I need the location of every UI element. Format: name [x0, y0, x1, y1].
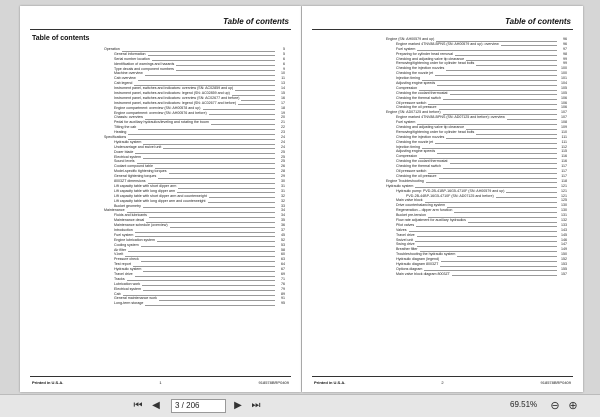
toc-entry-title: Fuel system — [114, 232, 134, 237]
toc-entry-title: Instrument panel, switches and indicators: overview (SN: AC02677 and before) — [114, 95, 240, 100]
toc-entry-title: Injection timing — [396, 76, 420, 81]
toc-entry-page: 79 — [281, 286, 285, 291]
toc-entry-page: 9 — [283, 66, 285, 71]
page-number-input[interactable]: 3 / 206 — [171, 399, 226, 413]
toc-entry-title: Engine (SN: AH00579 and up) — [386, 37, 435, 41]
toc-entry-title: General information — [114, 51, 146, 56]
toc-entry-page: 111 — [561, 134, 567, 139]
footer-doc-code: 918578BRP0409 — [258, 380, 289, 385]
toc-entry-title: Checking the nozzle jet — [396, 71, 434, 76]
toc-entry-page: 133 — [561, 222, 567, 227]
toc-entry-page: 60 — [281, 252, 285, 257]
toc-entry-page: 109 — [561, 125, 567, 130]
toc-entry-page: 53 — [281, 242, 285, 247]
toc-entry-page: 117 — [561, 164, 567, 169]
toc-entry-title: Checking the coolant thermostat — [396, 90, 448, 95]
toc-entry-page: 64 — [281, 262, 285, 267]
toc-entry-title: Instrument panel, switches and indicators: legend (SN: AC02859 and up) — [114, 91, 230, 96]
toc-entry-title: Checking the nozzle jet — [396, 139, 434, 144]
toc-entry-title: Engine compartment: overview (SN: AH00576 and before) — [114, 110, 207, 115]
toc-entry-title: V-belt — [114, 252, 124, 257]
toc-entry-page: 104 — [561, 81, 567, 86]
footer-rule — [30, 376, 291, 377]
toc-entry-title: Preparing for cylinder head removal — [396, 51, 453, 56]
toc-entry-title: General maintenance work — [114, 296, 157, 301]
toc-entry-page: 10 — [281, 71, 285, 76]
toc-entry-title: Checking the oil pressure — [396, 173, 437, 178]
toc-entry-title: Hydraulic system — [386, 183, 414, 188]
toc-entry-title: Compression — [396, 85, 418, 90]
toc-entry-title: General tightening torques — [114, 174, 157, 179]
toc-entry-page: 130 — [561, 203, 567, 208]
toc-entry-title: Travel drive — [114, 271, 133, 276]
toc-entry-title: Specifications — [104, 135, 127, 140]
toc-entry-title: Lubrication work — [114, 281, 141, 286]
toc-entry-title: Instrument panel, switches and indicators: overview (SN: AC02859 and up) — [114, 86, 234, 91]
toc-entry-page: 5 — [283, 47, 285, 51]
toc-entry-title: Lift capacity table with short dipper arm — [114, 183, 177, 188]
toc-entry-title: Operation — [104, 47, 120, 51]
toc-entry-title: Identification of warnings and hazards — [114, 61, 175, 66]
toc-entry-title: Hydraulic system — [114, 139, 142, 144]
zoom-out-icon[interactable]: ⊖ — [550, 400, 560, 412]
toc-entry-title: Instrument panel, switches and indicators: legend (SN: AC02677 and before) — [114, 100, 237, 105]
toc-entry-page: 20 — [281, 115, 285, 120]
toc-entry-title: Valves — [396, 227, 407, 232]
toc-entry-page: 89 — [281, 291, 285, 296]
toc-entry-title: Lift capacity table with short dipper arm and counterweight — [114, 193, 207, 198]
header-rule — [30, 29, 291, 30]
toc-entry-title: Pedal for auxiliary hydraulics/leveling and rotating the boom — [114, 120, 209, 125]
toc-entry-title: Checking the thermal switch — [396, 164, 441, 169]
toc-entry-page: 35 — [281, 218, 285, 223]
toc-entry-page: 100 — [561, 71, 567, 76]
toc-entry-title: Checking the injection nozzles — [396, 134, 445, 139]
viewer-toolbar — [0, 394, 600, 417]
toc-entry-page: 76 — [281, 281, 285, 286]
first-page-icon[interactable]: ⏮ — [133, 400, 143, 411]
toc-entry-title: Cab legend — [114, 81, 133, 86]
toc-entry-title: Tilting the cab — [114, 125, 137, 130]
toc-entry-page: 99 — [563, 56, 567, 61]
toc-entry-page: 24 — [281, 144, 285, 149]
toc-entry-page: 32 — [281, 198, 285, 203]
footer-page-number: 1 — [159, 380, 162, 385]
toc-entry-title: Electrical system — [114, 154, 141, 159]
toc-list — [20, 47, 301, 306]
footer-rule — [312, 376, 573, 377]
toc-entry-page: 149 — [561, 247, 567, 252]
previous-page-icon[interactable]: ◀ — [152, 400, 160, 411]
toc-entry-page: 45 — [281, 232, 285, 237]
toc-entry-title: Checking and adjusting valve tip clearance — [396, 125, 465, 130]
toc-entry-title: Fluids and lubricants — [114, 213, 147, 218]
toc-entry-page: 34 — [281, 213, 285, 218]
last-page-icon[interactable]: ⏭ — [251, 400, 261, 411]
toc-entry-page: 108 — [561, 120, 567, 125]
toc-entry-title: Maintenance decal — [114, 218, 145, 223]
toc-entry-page: 91 — [281, 296, 285, 301]
toc-entry-title: Bucket pre-tension — [396, 213, 426, 218]
toc-entry-title: Injection timing — [396, 144, 420, 149]
toc-entry-title: Breather filter — [396, 247, 418, 252]
toc-entry-title: Main valve block diagram 8003ZT — [396, 271, 450, 276]
toc-entry-page: 112 — [561, 144, 567, 149]
toc-entry-page: 31 — [281, 183, 285, 188]
toc-entry-page: 98 — [563, 51, 567, 56]
toc-entry-page: 11 — [281, 76, 285, 81]
toc-entry-title: Hydraulic diagram 8003ZT — [396, 261, 439, 266]
toc-entry-title: Adjusting engine speeds — [396, 81, 436, 86]
toc-entry-title: Checking the coolant thermostat — [396, 159, 448, 164]
toc-leader-line — [145, 305, 275, 306]
toc-entry-title: Cab overview — [114, 76, 136, 81]
toc-entry-title: Checking the injection nozzles — [396, 66, 445, 71]
toc-entry[interactable] — [302, 272, 583, 277]
toc-entry[interactable] — [20, 301, 301, 306]
toc-entry-page: 106 — [561, 95, 567, 100]
toc-entry-page: 146 — [561, 237, 567, 242]
toc-entry-page: 96 — [563, 41, 567, 46]
toc-entry-title: Model-specific tightening torques — [114, 169, 167, 174]
toc-entry-page: 67 — [281, 267, 285, 272]
toc-entry-title: Introduction — [114, 227, 133, 232]
toc-entry-title: Air filter — [114, 247, 127, 252]
toc-entry-title: Oil pressure switch — [396, 169, 427, 174]
footer-printed: Printed in U.S.A. — [32, 380, 64, 385]
toc-entry-title: Machine overview — [114, 71, 143, 76]
toc-entry-title: Engine marked 4TNV88-BPNS (SN: AH00579 and up): overview — [396, 41, 499, 46]
toc-entry-page: 116 — [561, 154, 567, 159]
toc-entry-page: 145 — [561, 232, 567, 237]
toc-entry-title: Coolant compound table — [114, 164, 153, 169]
toc-entry-title: Removing/tightening order for cylinder head bolts — [396, 129, 475, 134]
toc-entry-title: Hydraulic diagram (legend) — [396, 257, 440, 262]
header-rule — [312, 29, 573, 30]
toc-entry-page: 150 — [561, 252, 567, 257]
toc-entry-page: 157 — [561, 271, 567, 276]
toc-entry-title: Pilot valves — [396, 222, 415, 227]
toc-entry-page: 107 — [561, 110, 567, 115]
toc-entry-page: 52 — [281, 237, 285, 242]
toc-entry-page: 155 — [561, 266, 567, 271]
toc-entry-title: Drive counterbalancing system — [396, 203, 446, 208]
toc-entry-page: 96 — [563, 37, 567, 41]
toc-entry-page: 111 — [561, 139, 567, 144]
toc-list — [302, 37, 583, 277]
toc-entry-page: 115 — [561, 149, 567, 154]
toc-entry-title: Engine lubrication system — [114, 237, 155, 242]
toc-entry-page: 25 — [281, 149, 285, 154]
toc-entry-page: 24 — [281, 135, 285, 140]
toc-entry-title: Oil pressure switch — [396, 100, 427, 105]
toc-entry-title: Bucket geometry — [114, 203, 141, 208]
toc-entry-page: 110 — [561, 129, 567, 134]
zoom-in-icon[interactable]: ⊕ — [568, 400, 578, 412]
toc-entry-title: Hydraulic system — [114, 267, 142, 272]
toc-entry-title: Pressure check — [114, 257, 139, 262]
toc-entry-title: Type decals and component numbers — [114, 66, 174, 71]
toc-entry-page: 63 — [281, 257, 285, 262]
next-page-icon[interactable]: ▶ — [234, 400, 242, 411]
toc-entry-page: 125 — [561, 198, 567, 203]
footer-printed: Printed in U.S.A. — [314, 380, 346, 385]
toc-entry-title: Maintenance — [104, 208, 125, 213]
toc-entry-title: Maintenance schedule (overview) — [114, 223, 168, 228]
toc-entry-page: 26 — [281, 164, 285, 169]
toc-entry-page: 23 — [281, 130, 285, 135]
toc-entry-title: Engine (SN: AD07125 and before) — [386, 110, 441, 115]
toc-entry-page: 34 — [281, 208, 285, 213]
toc-entry-page: 117 — [561, 169, 567, 174]
toc-entry-page: 105 — [561, 85, 567, 90]
toc-entry-page: 25 — [281, 154, 285, 159]
toc-entry-title: Options diagram — [396, 266, 423, 271]
toc-entry-page: 105 — [561, 90, 567, 95]
toc-entry-title: Main valve block — [396, 198, 423, 203]
toc-entry-page: 15 — [281, 91, 285, 96]
toc-entry-page: 121 — [561, 188, 567, 193]
toc-entry-title: Fuel system — [396, 120, 416, 125]
toc-leader-line — [452, 275, 557, 276]
toc-entry-title: Undercarriage and swivel unit — [114, 144, 162, 149]
toc-entry-title: Cab — [114, 291, 121, 296]
toc-entry-page: 99 — [563, 61, 567, 66]
toc-entry-title: Lift capacity table with long dipper arm — [114, 188, 176, 193]
toc-entry-title: Adjusting engine speeds — [396, 149, 436, 154]
toc-entry-page: 71 — [281, 276, 285, 281]
toc-entry-page: 106 — [561, 100, 567, 105]
toc-entry-title: Regeneration – dipper arm function — [396, 208, 453, 213]
toc-entry-page: 14 — [281, 86, 285, 91]
toc-entry-page: 69 — [281, 271, 285, 276]
toc-entry-page: 6 — [283, 56, 285, 61]
toc-entry-page: 33 — [281, 203, 285, 208]
toc-entry-page: 13 — [281, 81, 285, 86]
toc-entry-page: 29 — [281, 174, 285, 179]
toc-entry-page: 152 — [561, 257, 567, 262]
toc-entry-title: Travel drive — [396, 232, 415, 237]
toc-entry-page: 143 — [561, 227, 567, 232]
toc-entry-title: Chassis: overview — [114, 115, 143, 120]
toc-entry-page: 107 — [561, 115, 567, 120]
toc-entry-page: 32 — [281, 193, 285, 198]
toc-heading: Table of contents — [32, 35, 90, 42]
zoom-level[interactable]: 69.51% — [510, 400, 538, 409]
toc-entry-title: Swing drive — [396, 242, 415, 247]
toc-entry-title: Compression — [396, 154, 418, 159]
toc-entry-title: Removing/tightening order for cylinder head bolts — [396, 61, 475, 66]
toc-entry-title: Hydraulic pump: PVD-2B-41BP-16G5-4710F (SN: AH00579 and up) — [396, 188, 505, 193]
toc-entry-page: 121 — [561, 183, 567, 188]
toc-entry-title: Troubleshooting the hydraulic system — [396, 252, 456, 257]
toc-entry-page: 153 — [561, 261, 567, 266]
toc-entry-title: Swivel unit — [396, 237, 414, 242]
footer-doc-code: 918578BRP0409 — [540, 380, 571, 385]
toc-entry-page: 100 — [561, 66, 567, 71]
toc-entry-title: Engine compartment: overview (SN: AH00578 and up) — [114, 105, 201, 110]
toc-entry-title: Serial number location — [114, 56, 150, 61]
toc-entry-title: Lift capacity table with long dipper arm and counterweight — [114, 198, 206, 203]
toc-entry-title: Tracks — [114, 276, 125, 281]
toc-entry-page: 101 — [561, 76, 567, 81]
toc-entry-page: 106 — [561, 105, 567, 110]
toc-entry-page: 19 — [281, 110, 285, 115]
toc-entry-page: 121 — [561, 193, 567, 198]
toc-entry-page: 131 — [561, 213, 567, 218]
toc-entry-page: 31 — [281, 188, 285, 193]
toc-entry-page: 116 — [561, 159, 567, 164]
toc-entry-page: 24 — [281, 139, 285, 144]
toc-entry-page: 58 — [281, 247, 285, 252]
document-page-1 — [20, 6, 301, 392]
toc-entry-page: 117 — [561, 173, 567, 178]
toc-entry-page: 130 — [561, 208, 567, 213]
toc-entry-page: 147 — [561, 242, 567, 247]
toc-entry-page: 36 — [281, 223, 285, 228]
toc-entry-page: 28 — [281, 169, 285, 174]
toc-entry-title: Engine Troubleshooting — [386, 178, 424, 183]
toc-entry-title: Checking and adjusting valve tip clearance — [396, 56, 465, 61]
toc-entry-title: Checking the oil pressure — [396, 105, 437, 110]
toc-entry-title: Cooling system — [114, 242, 139, 247]
toc-entry-page: 5 — [283, 51, 285, 56]
toc-entry-page: 25 — [281, 159, 285, 164]
toc-entry-page: 30 — [281, 179, 285, 184]
toc-entry-page: 16 — [281, 95, 285, 100]
toc-entry-title: Fuel system — [396, 46, 416, 51]
toc-entry-page: 21 — [281, 120, 285, 125]
toc-entry-title: Dozer blade — [114, 149, 134, 154]
toc-entry-title: Engine marked 4TNV88-BPNS (SN: AD07125 and before): overview — [396, 115, 505, 120]
toc-entry-title: Electrical system — [114, 286, 141, 291]
footer-page-number: 2 — [441, 380, 444, 385]
toc-entry-page: 22 — [281, 125, 285, 130]
toc-entry-page: 17 — [281, 100, 285, 105]
toc-entry-title: PVD-2B-44BP-16G5-4710F (SN: AD07125 and before) — [406, 193, 494, 198]
toc-entry-title: Heating — [114, 130, 127, 135]
toc-entry-page: 18 — [281, 105, 285, 110]
toc-entry-title: Flow rate adjustment for auxiliary hydraulics — [396, 217, 466, 222]
page-header-title: Table of contents — [223, 17, 289, 26]
document-page-2 — [302, 6, 583, 392]
toc-entry-page: 6 — [283, 61, 285, 66]
toc-entry-page: 97 — [563, 46, 567, 51]
toc-entry-title: Test report — [114, 262, 131, 267]
toc-entry-title: 8003ZT dimensions — [114, 179, 146, 184]
toc-entry-page: 118 — [561, 178, 567, 183]
toc-entry-title: Long-term storage — [114, 301, 144, 306]
toc-entry-title: Sound levels — [114, 159, 135, 164]
toc-entry-title: Checking the thermal switch — [396, 95, 441, 100]
toc-entry-page: 132 — [561, 217, 567, 222]
toc-entry-page: 95 — [281, 301, 285, 306]
page-header-title: Table of contents — [505, 17, 571, 26]
toc-entry-page: 37 — [281, 227, 285, 232]
